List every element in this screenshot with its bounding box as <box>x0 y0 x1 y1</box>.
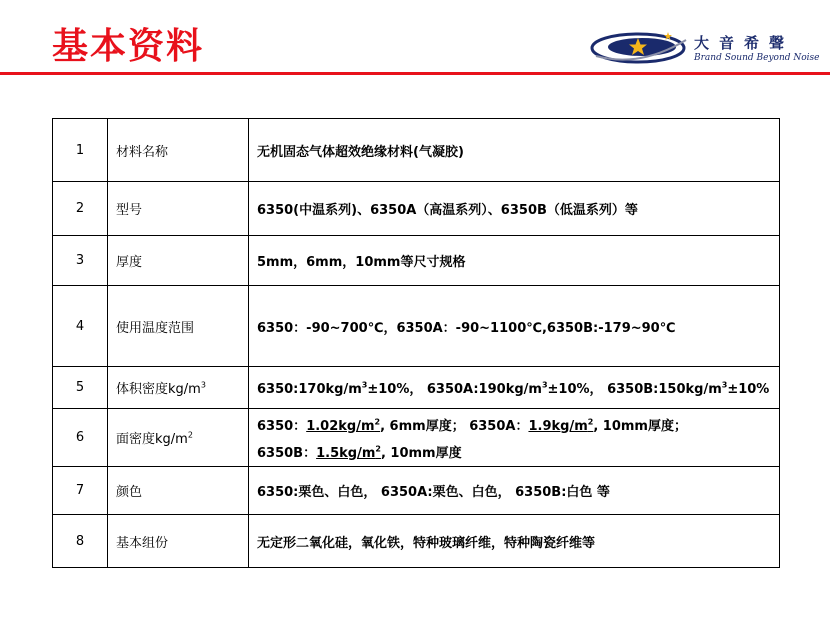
row-number: 5 <box>53 367 108 409</box>
page-title: 基本资料 <box>52 26 205 67</box>
row-number: 3 <box>53 236 108 286</box>
property-name: 厚度 <box>108 236 249 286</box>
row-number: 4 <box>53 286 108 367</box>
property-name: 使用温度范围 <box>108 286 249 367</box>
property-value: 无定形二氧化硅，氧化铁，特种玻璃纤维，特种陶瓷纤维等 <box>249 515 780 568</box>
table-row <box>53 515 780 568</box>
table-row <box>53 467 780 515</box>
star-swoosh-logo-icon <box>590 28 690 72</box>
row-number: 8 <box>53 515 108 568</box>
row-number: 1 <box>53 119 108 182</box>
property-value: 6350：$1.02kg/m^2$, 6mm厚度； 6350A：$1.9kg/m^2$, 10mm厚度； 6350B：$1.5kg/m^2$, 10mm厚度 <box>249 409 780 467</box>
table-row <box>53 119 780 182</box>
logo-slogan: Brand Sound Beyond Noise <box>694 53 820 63</box>
property-value: $6350:170kg/m^3\pm 10\%$， $6350A:190kg/m^3\pm 10\%$， $6350B:150kg/m^3\pm 10\%$ <box>249 367 780 409</box>
property-name: 型号 <box>108 182 249 236</box>
title-divider <box>0 72 830 75</box>
property-name: 体积密度$kg/m^3$ <box>108 367 249 409</box>
row-number: 6 <box>53 409 108 467</box>
company-logo <box>590 28 826 72</box>
table-row <box>53 236 780 286</box>
row-number: 7 <box>53 467 108 515</box>
property-value: 5mm，6mm，10mm等尺寸规格 <box>249 236 780 286</box>
property-name: 颜色 <box>108 467 249 515</box>
table-row <box>53 182 780 236</box>
table-row <box>53 409 780 467</box>
property-value: 无机固态气体超效绝缘材料(气凝胶) <box>249 119 780 182</box>
property-name: 基本组份 <box>108 515 249 568</box>
table-row <box>53 286 780 367</box>
row-number: 2 <box>53 182 108 236</box>
logo-chinese-text: 大音希聲 <box>694 34 795 52</box>
table-row <box>53 367 780 409</box>
property-name: 面密度$kg/m^2$ <box>108 409 249 467</box>
property-value: 6350(中温系列)、6350A（高温系列）、6350B（低温系列）等 <box>249 182 780 236</box>
property-value: 6350：-90~700℃，6350A：-90~1100℃,6350B:-179~90℃ <box>249 286 780 367</box>
spec-table <box>52 118 780 568</box>
property-name: 材料名称 <box>108 119 249 182</box>
property-value: 6350:栗色、白色， 6350A:栗色、白色， 6350B:白色 等 <box>249 467 780 515</box>
